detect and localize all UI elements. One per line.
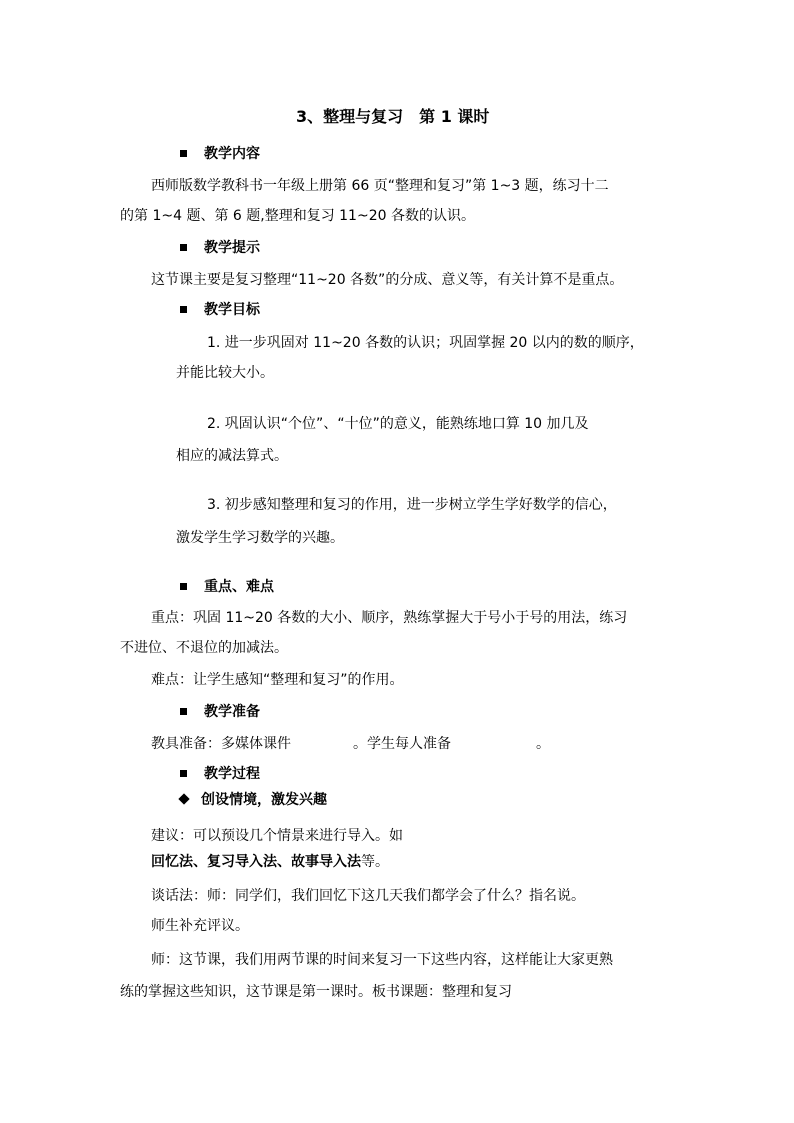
content-line-2: 的第 1~4 题、第 6 题,整理和复习 11~20 各数的认识。 bbox=[120, 208, 475, 224]
key-point-line-1: 重点：巩固 11~20 各数的大小、顺序，熟练掌握大于号小于号的用法，练习 bbox=[151, 610, 628, 626]
heading-text: 教学内容 bbox=[204, 146, 260, 162]
heading-text: 重点、难点 bbox=[204, 579, 274, 595]
section-heading-content bbox=[180, 144, 260, 164]
teacher-line-1: 师：这节课，我们用两节课的时间来复习一下这些内容，这样能让大家更熟 bbox=[151, 952, 613, 968]
methods-bold: 回忆法、复习导入法、故事导入法 bbox=[151, 854, 361, 870]
preparation-tools: 教具准备：多媒体课件 bbox=[151, 736, 291, 752]
square-bullet-icon bbox=[180, 708, 187, 715]
goal-1-line-1: 1. 进一步巩固对 11~20 各数的认识；巩固掌握 20 以内的数的顺序， bbox=[207, 335, 644, 351]
diamond-bullet-icon bbox=[178, 793, 189, 804]
section-heading-preparation bbox=[180, 702, 260, 722]
square-bullet-icon bbox=[180, 770, 187, 777]
square-bullet-icon bbox=[180, 150, 187, 157]
square-bullet-icon bbox=[180, 306, 187, 313]
goal-2-line-1: 2. 巩固认识“个位”、“十位”的意义，能熟练地口算 10 加几及 bbox=[207, 416, 589, 432]
heading-text: 教学目标 bbox=[204, 302, 260, 318]
section-heading-process bbox=[180, 764, 260, 784]
goal-2-line-2: 相应的减法算式。 bbox=[176, 448, 288, 464]
key-point-line-2: 不进位、不退位的加减法。 bbox=[120, 640, 288, 656]
hint-line-1: 这节课主要是复习整理“11~20 各数”的分成、意义等，有关计算不是重点。 bbox=[151, 272, 624, 288]
section-heading-key-points bbox=[180, 577, 274, 597]
methods-end: 等。 bbox=[361, 854, 389, 870]
goal-3-line-2: 激发学生学习数学的兴趣。 bbox=[176, 530, 344, 546]
teacher-line-2: 练的掌握这些知识，这节课是第一课时。板书课题：整理和复习 bbox=[120, 984, 512, 1000]
supplement-line: 师生补充评议。 bbox=[151, 918, 249, 934]
square-bullet-icon bbox=[180, 583, 187, 590]
suggestion-line: 建议：可以预设几个情景来进行导入。如 bbox=[151, 828, 403, 844]
goal-1-line-2: 并能比较大小。 bbox=[176, 365, 274, 381]
methods-line bbox=[151, 852, 389, 872]
content-line-1: 西师版数学教科书一年级上册第 66 页“整理和复习”第 1~3 题，练习十二 bbox=[151, 178, 609, 194]
heading-text: 教学提示 bbox=[204, 240, 260, 256]
heading-text: 教学过程 bbox=[204, 766, 260, 782]
section-heading-hint bbox=[180, 238, 260, 258]
preparation-students: 。学生每人准备 bbox=[353, 736, 451, 752]
subheading-situation bbox=[180, 790, 327, 810]
page-title: 3、整理与复习 第 1 课时 bbox=[296, 107, 490, 126]
difficulty-line: 难点：让学生感知“整理和复习”的作用。 bbox=[151, 672, 404, 688]
goal-3-line-1: 3. 初步感知整理和复习的作用，进一步树立学生学好数学的信心， bbox=[207, 497, 617, 513]
subheading-text: 创设情境，激发兴趣 bbox=[201, 792, 327, 808]
talk-line: 谈话法：师：同学们，我们回忆下这几天我们都学会了什么？指名说。 bbox=[151, 888, 585, 904]
preparation-end: 。 bbox=[536, 736, 550, 752]
heading-text: 教学准备 bbox=[204, 704, 260, 720]
section-heading-goals bbox=[180, 300, 260, 320]
square-bullet-icon bbox=[180, 244, 187, 251]
